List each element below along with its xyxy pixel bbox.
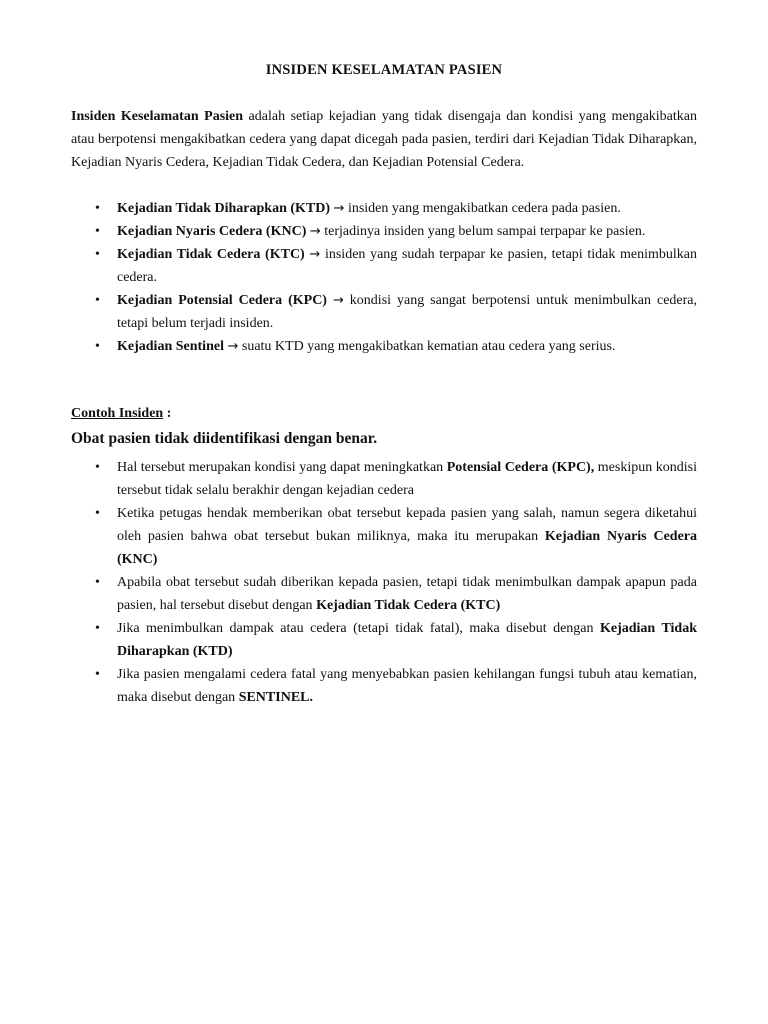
list-item	[71, 289, 697, 335]
arrow-right-icon: →	[227, 339, 239, 354]
list-item	[71, 335, 697, 358]
bullet-icon: •	[95, 224, 100, 239]
example-text: Ketika petugas hendak memberikan obat tersebut kepada pasien yang salah, namun segera diketahui oleh pasien bahwa obat tersebut bukan miliknya, maka itu merupakan	[117, 506, 697, 544]
definition-term: Kejadian Potensial Cedera (KPC)	[117, 293, 327, 308]
definition-term: Kejadian Nyaris Cedera (KNC)	[117, 224, 307, 239]
bullet-icon: •	[95, 339, 100, 354]
bullet-icon: •	[95, 247, 100, 262]
arrow-right-icon: →	[332, 293, 344, 308]
example-text-after: meskipun kondisi tersebut tidak selalu berakhir dengan kejadian cedera	[117, 460, 698, 498]
list-item	[71, 243, 697, 289]
document-title: INSIDEN KESELAMATAN PASIEN	[265, 62, 503, 78]
example-heading: Obat pasien tidak diidentifikasi dengan benar.	[71, 430, 378, 447]
definition-text: suatu KTD yang mengakibatkan kematian atau cedera yang serius.	[238, 339, 616, 354]
bullet-icon: •	[95, 506, 100, 521]
example-label-colon: :	[163, 406, 172, 421]
example-text: Jika pasien mengalami cedera fatal yang menyebabkan pasien kehilangan fungsi tubuh atau kematian, maka disebut dengan	[117, 667, 697, 705]
list-item	[71, 663, 697, 709]
list-item	[71, 456, 697, 502]
list-item	[71, 502, 697, 571]
list-item	[71, 571, 697, 617]
bullet-icon: •	[95, 293, 100, 308]
list-item	[71, 197, 697, 220]
bullet-icon: •	[95, 667, 100, 682]
example-text: Apabila obat tersebut sudah diberikan kepada pasien, tetapi tidak menimbulkan dampak apapun pada pasien, hal tersebut disebut dengan	[117, 575, 697, 613]
definition-text: terjadinya insiden yang belum sampai terpapar ke pasien.	[320, 224, 646, 239]
example-term: Kejadian Tidak Cedera (KTC)	[316, 598, 501, 613]
definition-text: insiden yang sudah terpapar ke pasien, tetapi tidak menimbulkan cedera.	[117, 247, 697, 285]
bullet-icon: •	[95, 460, 100, 475]
list-item	[71, 617, 697, 663]
intro-term: Insiden Keselamatan Pasien	[71, 109, 244, 124]
bullet-icon: •	[95, 201, 100, 216]
definition-text: insiden yang mengakibatkan cedera pada pasien.	[344, 201, 621, 216]
example-text: Hal tersebut merupakan kondisi yang dapat meningkatkan	[117, 460, 447, 475]
definition-list	[71, 197, 697, 358]
definition-term: Kejadian Sentinel	[117, 339, 224, 354]
arrow-right-icon: →	[309, 247, 321, 262]
bullet-icon: •	[95, 621, 100, 636]
definition-text: kondisi yang sangat berpotensi untuk menimbulkan cedera, tetapi belum terjadi insiden.	[117, 293, 697, 331]
example-list	[71, 456, 697, 709]
example-term: Kejadian Tidak Diharapkan (KTD)	[117, 621, 697, 659]
definition-term: Kejadian Tidak Diharapkan (KTD)	[117, 201, 331, 216]
example-term: Kejadian Nyaris Cedera (KNC)	[117, 529, 697, 567]
bullet-icon: •	[95, 575, 100, 590]
list-item	[71, 220, 697, 243]
example-term: Potensial Cedera (KPC),	[446, 460, 595, 475]
intro-text: adalah setiap kejadian yang tidak disengaja dan kondisi yang mengakibatkan atau berpotensi mengakibatkan cedera yang dapat dicegah pada pasien, terdiri dari Kejadian Tidak Diharapkan, Kejadian Nyaris Cedera, Kejadian Tidak Cedera, dan Kejadian Potensial Cedera.	[71, 109, 698, 170]
example-text: Jika menimbulkan dampak atau cedera (tetapi tidak fatal), maka disebut dengan	[117, 621, 600, 636]
definition-term: Kejadian Tidak Cedera (KTC)	[117, 247, 305, 262]
example-label-text: Contoh Insiden	[71, 406, 164, 421]
example-label	[71, 406, 171, 422]
arrow-right-icon: →	[333, 201, 345, 216]
arrow-right-icon: →	[309, 224, 321, 239]
example-term: SENTINEL.	[238, 690, 313, 705]
intro-paragraph	[71, 105, 697, 174]
